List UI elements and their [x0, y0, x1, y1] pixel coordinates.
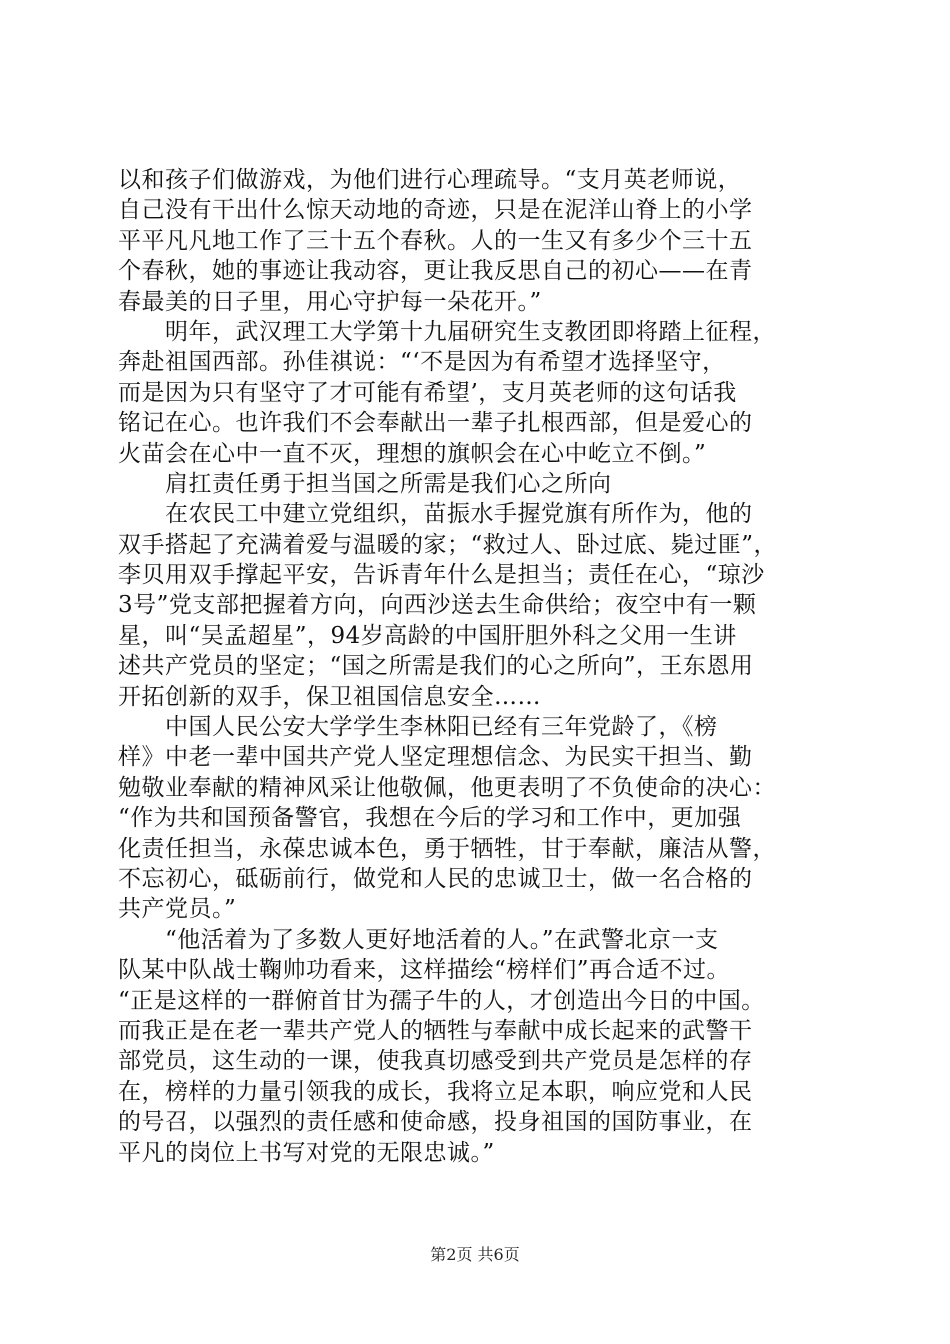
text-line: 平平凡凡地工作了三十五个春秋。人的一生又有多少个三十五 [118, 227, 753, 254]
text-line: 自己没有干出什么惊天动地的奇迹，只是在泥洋山脊上的小学 [118, 197, 753, 224]
text-line: 在农民工中建立党组织，苗振水手握党旗有所作为，他的 [118, 501, 753, 528]
text-line: 在，榜样的力量引领我的成长，我将立足本职，响应党和人民 [118, 1078, 753, 1105]
text-line: 春最美的日子里，用心守护每一朵花开。” [118, 288, 542, 315]
text-line: 队某中队战士鞠帅功看来，这样描绘“榜样们”再合适不过。 [118, 957, 731, 984]
text-line: 奔赴祖国西部。孙佳祺说：“‘不是因为有希望才选择坚守， [118, 349, 726, 376]
text-line: 部党员，这生动的一课，使我真切感受到共产党员是怎样的存 [118, 1048, 753, 1075]
text-line: 3号”党支部把握着方向，向西沙送去生命供给；夜空中有一颗 [118, 592, 757, 619]
text-line: 开拓创新的双手，保卫祖国信息安全…… [118, 683, 541, 710]
text-line: 而我正是在老一辈共产党人的牺牲与奉献中成长起来的武警干 [118, 1017, 753, 1044]
text-line: “正是这样的一群俯首甘为孺子牛的人，才创造出今日的中国。 [118, 987, 765, 1014]
text-line: 铭记在心。也许我们不会奉献出一辈子扎根西部，但是爱心的 [118, 410, 753, 437]
text-line: 而是因为只有坚守了才可能有希望’，支月英老师的这句话我 [118, 379, 737, 406]
text-line: 星，叫“吴孟超星”，94岁高龄的中国肝胆外科之父用一生讲 [118, 622, 737, 649]
text-line: 平凡的岗位上书写对党的无限忠诚。” [118, 1139, 495, 1166]
text-line: “他活着为了多数人更好地活着的人。”在武警北京一支 [118, 926, 719, 953]
text-line: 不忘初心，砥砺前行，做党和人民的忠诚卫士，做一名合格的 [118, 865, 753, 892]
text-line: 中国人民公安大学学生李林阳已经有三年党龄了，《榜 [118, 714, 718, 741]
text-line: 勉敬业奉献的精神风采让他敬佩，他更表明了不负使命的决心： [118, 774, 776, 801]
page-footer: 第2页 共6页 [430, 1245, 520, 1264]
text-line: 述共产党员的坚定；“国之所需是我们的心之所向”，王东恩用 [118, 653, 754, 680]
text-line: 样》中老一辈中国共产党人坚定理想信念、为民实干担当、勤 [118, 744, 753, 771]
text-line: 肩扛责任勇于担当国之所需是我们心之所向 [118, 470, 612, 497]
text-line: 李贝用双手撑起平安，告诉青年什么是担当；责任在心，“琼沙 [118, 562, 765, 589]
body-text [118, 165, 858, 1168]
text-line: 双手搭起了充满着爱与温暖的家；“救过人、卧过底、毙过匪”， [118, 531, 778, 558]
text-line: 个春秋，她的事迹让我动容，更让我反思自己的初心——在青 [118, 258, 753, 285]
text-line: 以和孩子们做游戏，为他们进行心理疏导。“支月英老师说， [118, 167, 742, 193]
text-line: 明年，武汉理工大学第十九届研究生支教团即将踏上征程， [118, 318, 776, 345]
text-line: 化责任担当，永葆忠诚本色，勇于牺牲，甘于奉献，廉洁从警， [118, 835, 776, 862]
text-line: 火苗会在心中一直不灭，理想的旗帜会在心中屹立不倒。” [118, 440, 707, 467]
text-line: “作为共和国预备警官，我想在今后的学习和工作中，更加强 [118, 805, 742, 832]
text-line: 的号召，以强烈的责任感和使命感，投身祖国的国防事业，在 [118, 1109, 753, 1136]
text-line: 共产党员。” [118, 896, 237, 923]
